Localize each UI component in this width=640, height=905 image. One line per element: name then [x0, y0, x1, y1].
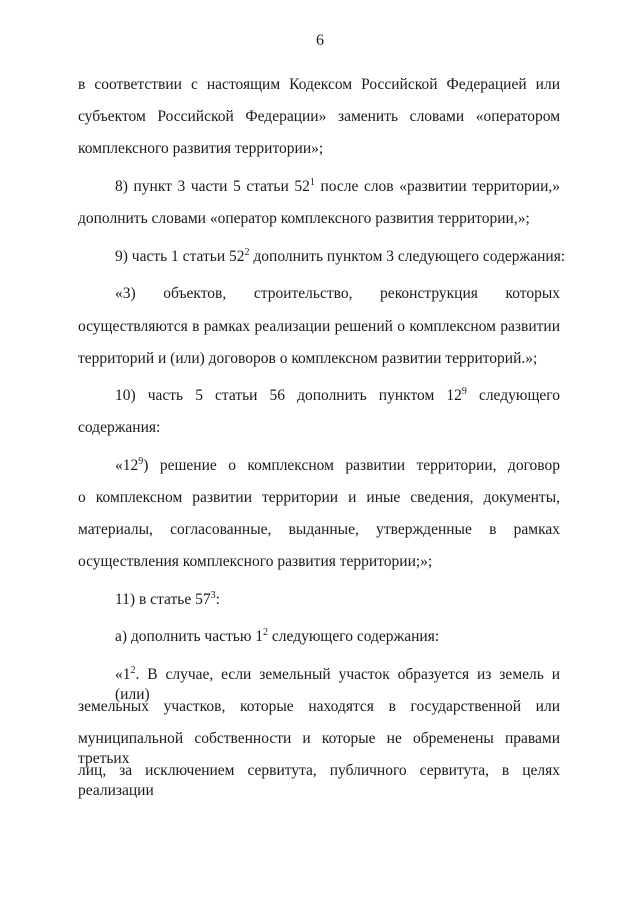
text-line: [78, 729, 560, 767]
text-run: а) дополнить частью 1: [115, 628, 264, 645]
text-run: территорий и (или) договоров о комплексном развитии территорий.»;: [78, 350, 538, 367]
text-run: «3) объектов, строительство, реконструкция которых: [115, 285, 560, 302]
text-run: земельных участков, которые находятся в государственной или: [78, 698, 560, 715]
text-run: 8) пункт 3 части 5 статьи 52: [115, 178, 310, 195]
text-line: [78, 520, 560, 540]
page-number: 6: [316, 32, 324, 49]
text-line: [78, 552, 560, 572]
text-line: [115, 386, 560, 406]
text-run: :: [215, 591, 220, 608]
superscript: 2: [263, 627, 269, 638]
text-run: лиц, за исключением сервитута, публичного сервитута, в целях реализации: [78, 762, 560, 799]
text-run: осуществляются в рамках реализации решений о комплексном развитии: [78, 318, 560, 335]
text-line: [78, 349, 560, 369]
text-line: [78, 761, 560, 799]
superscript: 2: [244, 247, 250, 258]
text-run: следующего содержания:: [268, 628, 440, 645]
superscript: 9: [461, 386, 467, 397]
text-line: [115, 627, 560, 647]
text-run: . В случае, если земельный участок образуется из земель и (или): [115, 666, 560, 703]
text-run: дополнить словами «оператор комплексного развития территории,»;: [78, 210, 530, 227]
text-line: [78, 139, 560, 159]
text-line: [115, 590, 560, 610]
text-line: [115, 177, 560, 197]
text-line: [115, 665, 560, 703]
superscript: 2: [130, 665, 136, 676]
text-run: субъектом Российской Федерации» заменить словами «оператором: [78, 108, 560, 125]
text-run: 11) в статье 57: [115, 591, 211, 608]
text-run: после слов «развитии территории,»: [314, 178, 560, 195]
text-run: осуществления комплексного развития территории;»;: [78, 553, 433, 570]
text-line: [78, 107, 560, 127]
text-run: о комплексном развитии территории и иные сведения, документы,: [78, 489, 560, 506]
text-run: комплексного развития территории»;: [78, 140, 324, 157]
superscript: 3: [210, 590, 216, 601]
text-run: следующего: [466, 387, 560, 404]
superscript: 1: [309, 177, 315, 188]
text-run: содержания:: [78, 419, 161, 436]
text-line: [115, 456, 560, 476]
text-line: [78, 418, 560, 438]
text-run: материалы, согласованные, выданные, утвержденные в рамках: [78, 521, 560, 538]
text-line: [78, 317, 560, 337]
text-run: 9) часть 1 статьи 52: [115, 248, 245, 265]
text-run: дополнить пунктом 3 следующего содержания:: [249, 248, 566, 265]
text-line: [115, 284, 560, 304]
text-run: «12: [115, 457, 139, 474]
text-line: [78, 75, 560, 95]
text-run: в соответствии с настоящим Кодексом Российской Федерацией или: [78, 76, 560, 93]
text-line: [115, 247, 566, 267]
superscript: 9: [138, 456, 144, 467]
text-run: 10) часть 5 статьи 56 дополнить пунктом 12: [115, 387, 462, 404]
text-line: [78, 209, 560, 229]
text-line: [78, 697, 560, 717]
text-run: «1: [115, 666, 131, 683]
text-line: [78, 488, 560, 508]
text-run: муниципальной собственности и которые не обременены правами третьих: [78, 730, 560, 767]
text-run: ) решение о комплексном развитии территории, договор: [143, 457, 560, 474]
